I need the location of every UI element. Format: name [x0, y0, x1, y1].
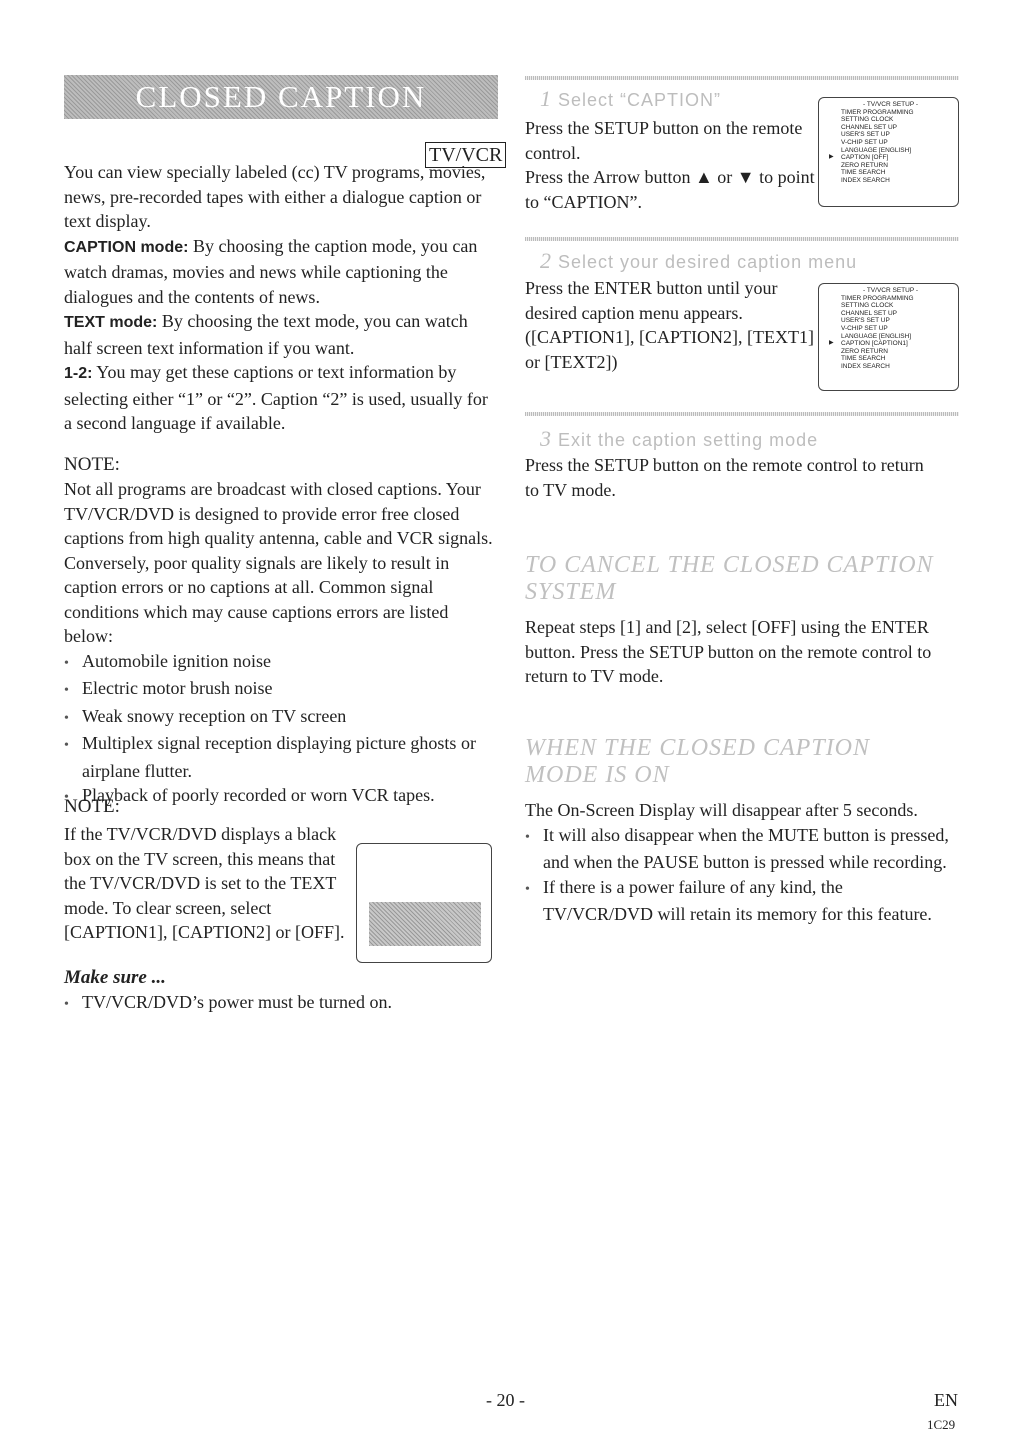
menu-row: ZERO RETURN [841, 347, 888, 355]
cancel-heading: TO CANCEL THE CLOSED CAPTION SYSTEM [525, 552, 934, 605]
make-sure-list [64, 990, 500, 1018]
step3-text: Press the SETUP button on the remote control to return to TV mode. [525, 455, 924, 500]
list-item: • If there is a power failure of any kind, the TV/VCR/DVD will retain its memory for this feature. [525, 875, 949, 927]
step1-text-2: Press the Arrow button ▲ or ▼ to point to “CAPTION”. [525, 167, 815, 212]
when-on-heading: WHEN THE CLOSED CAPTION MODE IS ON [525, 735, 871, 788]
note-text: Not all programs are broadcast with closed captions. Your TV/VCR/DVD is designed to provide error free closed captions from high quality antenna, cable and VCR signals. Conversely, poor quality signals are likely to result in caption errors or no captions at all. Common signal conditions which may cause captions errors are listed below: [64, 479, 493, 646]
intro-text: You can view specially labeled (cc) TV programs, movies, news, pre-recorded tapes with either a dialogue caption or text display. [64, 162, 486, 231]
list-item: • Electric motor brush noise [64, 676, 500, 704]
menu-row: TIMER PROGRAMMING [841, 108, 914, 116]
menu-row: V-CHIP SET UP [841, 138, 888, 146]
step1-title: Select “CAPTION” [558, 90, 722, 110]
channel-label: 1-2: [64, 365, 93, 382]
text-mode-label: TEXT mode: [64, 314, 158, 331]
menu-title: - TV/VCR SETUP - [862, 287, 919, 294]
menu-row: LANGUAGE [ENGLISH] [841, 332, 912, 340]
step1-number: 1 [540, 86, 552, 111]
make-sure-block [64, 966, 500, 1018]
step1-text-1: Press the SETUP button on the remote control. [525, 118, 803, 163]
step1-body [525, 116, 815, 214]
menu-row: TIME SEARCH [841, 355, 886, 363]
note2-heading: NOTE: [64, 796, 120, 817]
menu-row: SETTING CLOCK [841, 302, 894, 310]
cancel-section [525, 552, 945, 689]
tv-screen-illustration [356, 843, 492, 963]
language-code: EN [934, 1390, 958, 1410]
menu-row: CHANNEL SET UP [841, 309, 897, 317]
step3-title: Exit the caption setting mode [558, 430, 819, 450]
document-code: 1C29 [927, 1417, 956, 1432]
list-item: • Playback of poorly recorded or worn VCR tapes. [64, 783, 500, 811]
menu-title: - TV/VCR SETUP - [862, 101, 919, 108]
step-divider [525, 237, 959, 241]
list-item: • Automobile ignition noise [64, 649, 500, 677]
step2-body [525, 276, 815, 374]
menu-row: LANGUAGE [ENGLISH] [841, 146, 912, 154]
step-divider [525, 412, 959, 416]
cancel-text: Repeat steps [1] and [2], select [OFF] using the ENTER button. Press the SETUP button on the remote control to return to TV mode. [525, 617, 932, 686]
note-bullet-list [64, 649, 500, 811]
step3-number: 3 [540, 426, 552, 451]
black-box-illustration [369, 902, 481, 946]
caption-mode-desc [64, 234, 500, 310]
menu-row: CHANNEL SET UP [841, 123, 897, 131]
caption-mode-label: CAPTION mode: [64, 238, 189, 256]
section-banner-title: CLOSED CAPTION SYSTEM [64, 75, 498, 119]
list-item: • It will also disappear when the MUTE button is pressed, and when the PAUSE button is pressed while recording. [525, 823, 949, 875]
menu-row-selected: ▶ CAPTION [OFF] [841, 154, 954, 162]
caption-mode-text: By choosing the caption mode, you can watch dramas, movies and news while captioning the dialogues and the contents of news. [64, 235, 478, 307]
step1-heading [540, 86, 721, 112]
list-item: • Multiplex signal reception displaying picture ghosts or airplane flutter. [64, 731, 500, 783]
setup-menu-screen-2 [818, 283, 959, 391]
menu-row: TIME SEARCH [841, 169, 886, 177]
channel-text: You may get these captions or text information by selecting either “1” or “2”. Caption “2” is used, usually for a second language if available. [64, 362, 488, 433]
step2-title: Select your desired caption menu [558, 252, 858, 272]
when-on-text: The On-Screen Display will disappear after 5 seconds. [525, 800, 918, 820]
list-item: • Weak snowy reception on TV screen [64, 704, 500, 732]
note2-text: If the TV/VCR/DVD displays a black box on the TV screen, this means that the TV/VCR/DVD is set to the TEXT mode. To clear screen, select [CAPTION1], [CAPTION2] or [OFF]. [64, 824, 345, 942]
when-on-list [525, 823, 949, 927]
note-heading: NOTE: [64, 454, 120, 475]
list-item: • TV/VCR/DVD’s power must be turned on. [64, 990, 500, 1018]
step3-body [525, 453, 935, 502]
note-block [64, 453, 500, 811]
menu-row: V-CHIP SET UP [841, 324, 888, 332]
make-sure-heading: Make sure ... [64, 967, 166, 988]
step3-heading [540, 426, 818, 452]
step2-heading [540, 248, 857, 274]
step-divider [525, 76, 959, 80]
setup-menu-screen-1 [818, 97, 959, 207]
channel-desc [64, 360, 500, 436]
when-on-section [525, 735, 949, 927]
menu-row: SETTING CLOCK [841, 116, 894, 124]
intro-block [64, 160, 500, 436]
menu-row: INDEX SEARCH [841, 362, 890, 370]
menu-row-selected: ▶ CAPTION [CAPTION1] [841, 340, 954, 348]
menu-row: TIMER PROGRAMMING [841, 294, 914, 302]
text-mode-text: By choosing the text mode, you can watch half screen text information if you want. [64, 311, 468, 358]
menu-row: ZERO RETURN [841, 161, 888, 169]
text-mode-desc [64, 309, 500, 360]
step2-number: 2 [540, 248, 552, 273]
mode-badge: TV/VCR [425, 142, 506, 168]
page-number: - 20 - [486, 1390, 525, 1410]
menu-row: INDEX SEARCH [841, 176, 890, 184]
step2-text: Press the ENTER button until your desired caption menu appears. ([CAPTION1], [CAPTION2], [TEXT1] or [TEXT2]) [525, 278, 814, 372]
note2-block [64, 795, 350, 945]
menu-row: USER'S SET UP [841, 131, 890, 139]
menu-row: USER'S SET UP [841, 317, 890, 325]
